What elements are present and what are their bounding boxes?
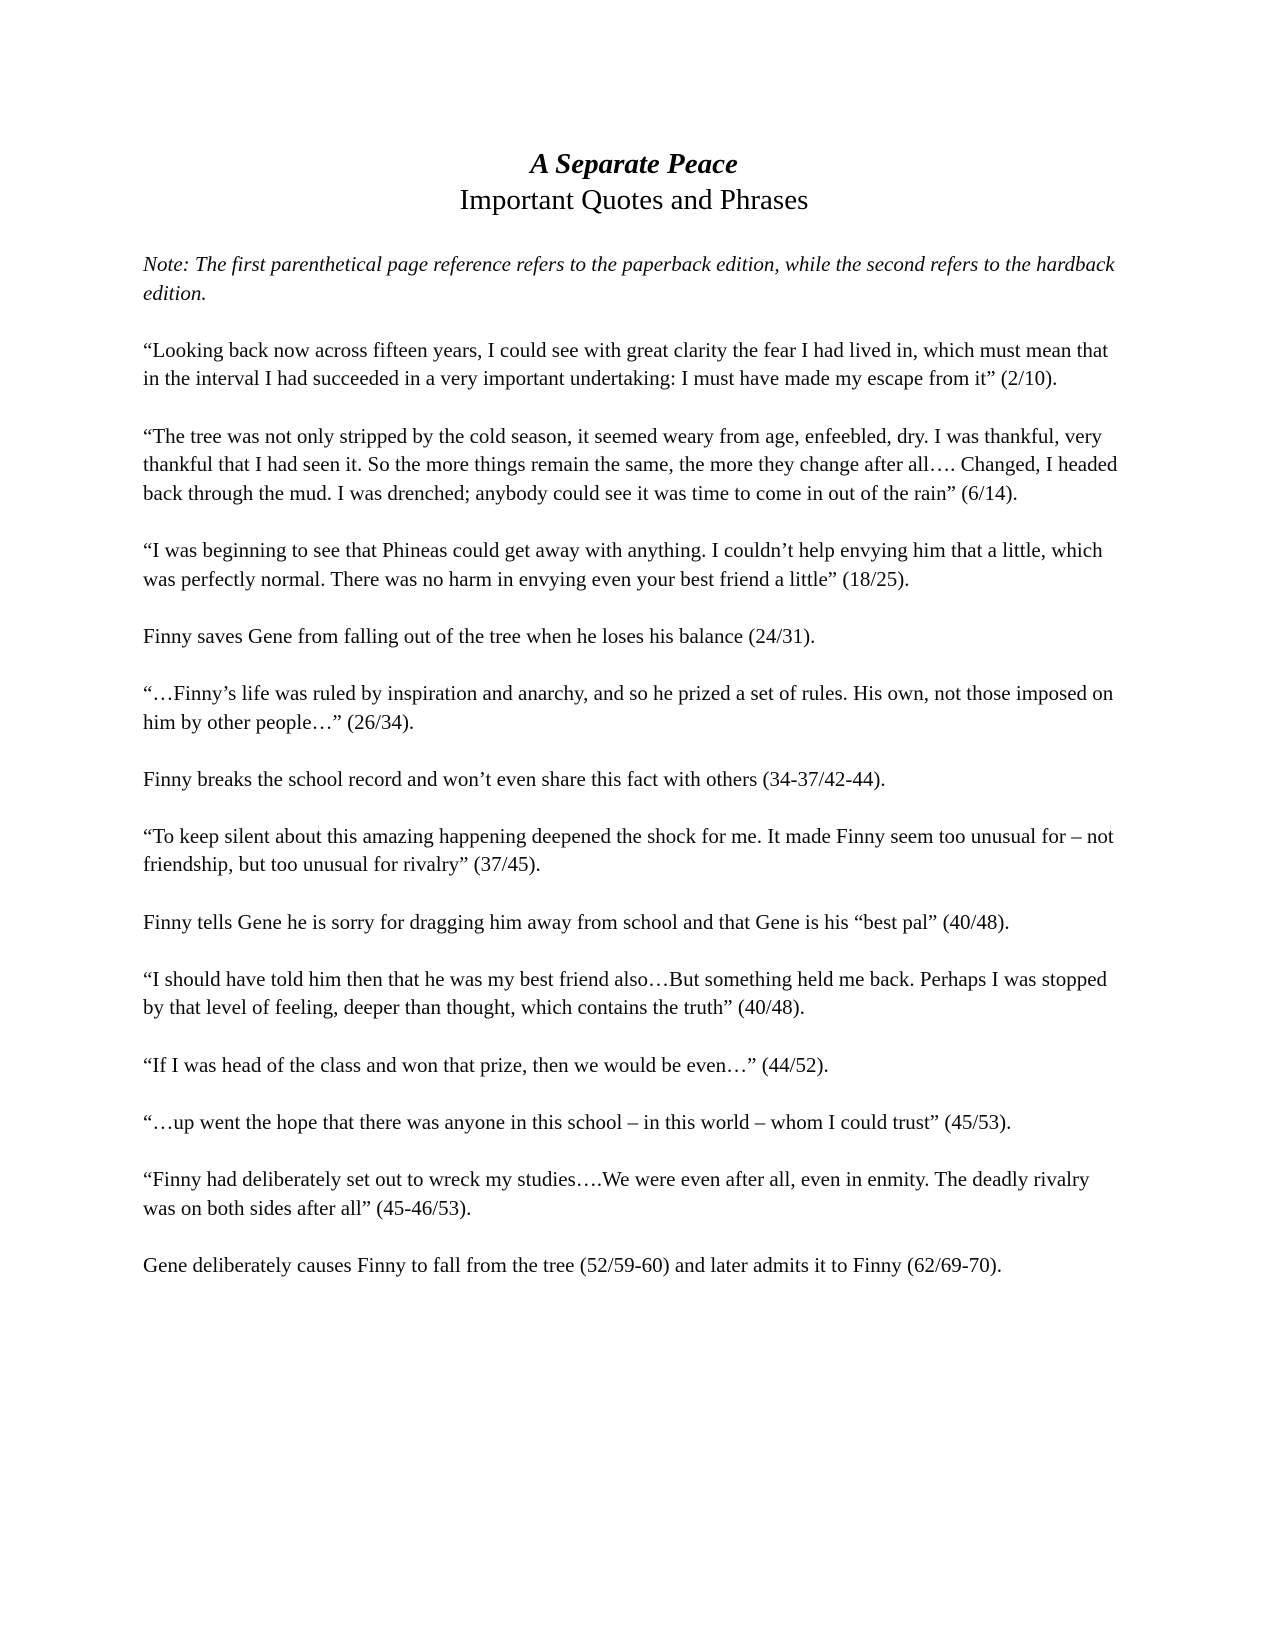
edition-note: Note: The first parenthetical page reference refers to the paperback edition, while the second refers to the hardback edition. <box>143 252 1115 305</box>
quote-paragraph-10: “If I was head of the class and won that prize, then we would be even…” (44/52). <box>143 1052 829 1077</box>
quote-paragraph-1: “Looking back now across fifteen years, I could see with great clarity the fear I had lived in, which must mean that in the interval I had succeeded in a very important undertaking: I must have made my escape from it” (2/10). <box>143 337 1109 391</box>
quote-paragraph-2: “The tree was not only stripped by the cold season, it seemed weary from age, enfeebled, dry. I was thankful, very thankful that I had seen it. So the more things remain the same, the more they change after all…. Changed, I headed back through the mud. I was drenched; anybody could see it was time to come in out of the rain” (6/14). <box>143 423 1118 505</box>
quote-paragraph-11: “…up went the hope that there was anyone in this school – in this world – whom I could trust” (45/53). <box>143 1109 1012 1134</box>
quote-paragraph-5: “…Finny’s life was ruled by inspiration and anarchy, and so he prized a set of rules. His own, not those imposed on him by other people…” (26/34). <box>143 680 1114 734</box>
quote-paragraph-9: “I should have told him then that he was my best friend also…But something held me back. Perhaps I was stopped by that level of feeling, deeper than thought, which contains the truth” (40/48). <box>143 966 1108 1020</box>
quote-paragraph-3: “I was beginning to see that Phineas could get away with anything. I couldn’t help envying him that a little, which was perfectly normal. There was no harm in envying even your best friend a little” (18/25). <box>143 537 1103 591</box>
document-title: A Separate Peace <box>530 148 738 180</box>
document-subtitle: Important Quotes and Phrases <box>459 184 809 216</box>
summary-paragraph-13: Gene deliberately causes Finny to fall from the tree (52/59-60) and later admits it to Finny (62/69-70). <box>143 1252 1003 1277</box>
quote-paragraph-7: “To keep silent about this amazing happening deepened the shock for me. It made Finny seem too unusual for – not friendship, but too unusual for rivalry” (37/45). <box>143 823 1114 877</box>
summary-paragraph-4: Finny saves Gene from falling out of the tree when he loses his balance (24/31). <box>143 623 816 648</box>
summary-paragraph-8: Finny tells Gene he is sorry for dragging him away from school and that Gene is his “best pal” (40/48). <box>143 909 1010 934</box>
document-content <box>143 146 1125 1279</box>
summary-paragraph-6: Finny breaks the school record and won’t even share this fact with others (34-37/42-44). <box>143 766 886 791</box>
quote-paragraph-12: “Finny had deliberately set out to wreck my studies….We were even after all, even in enmity. The deadly rivalry was on both sides after all” (45-46/53). <box>143 1167 1090 1220</box>
